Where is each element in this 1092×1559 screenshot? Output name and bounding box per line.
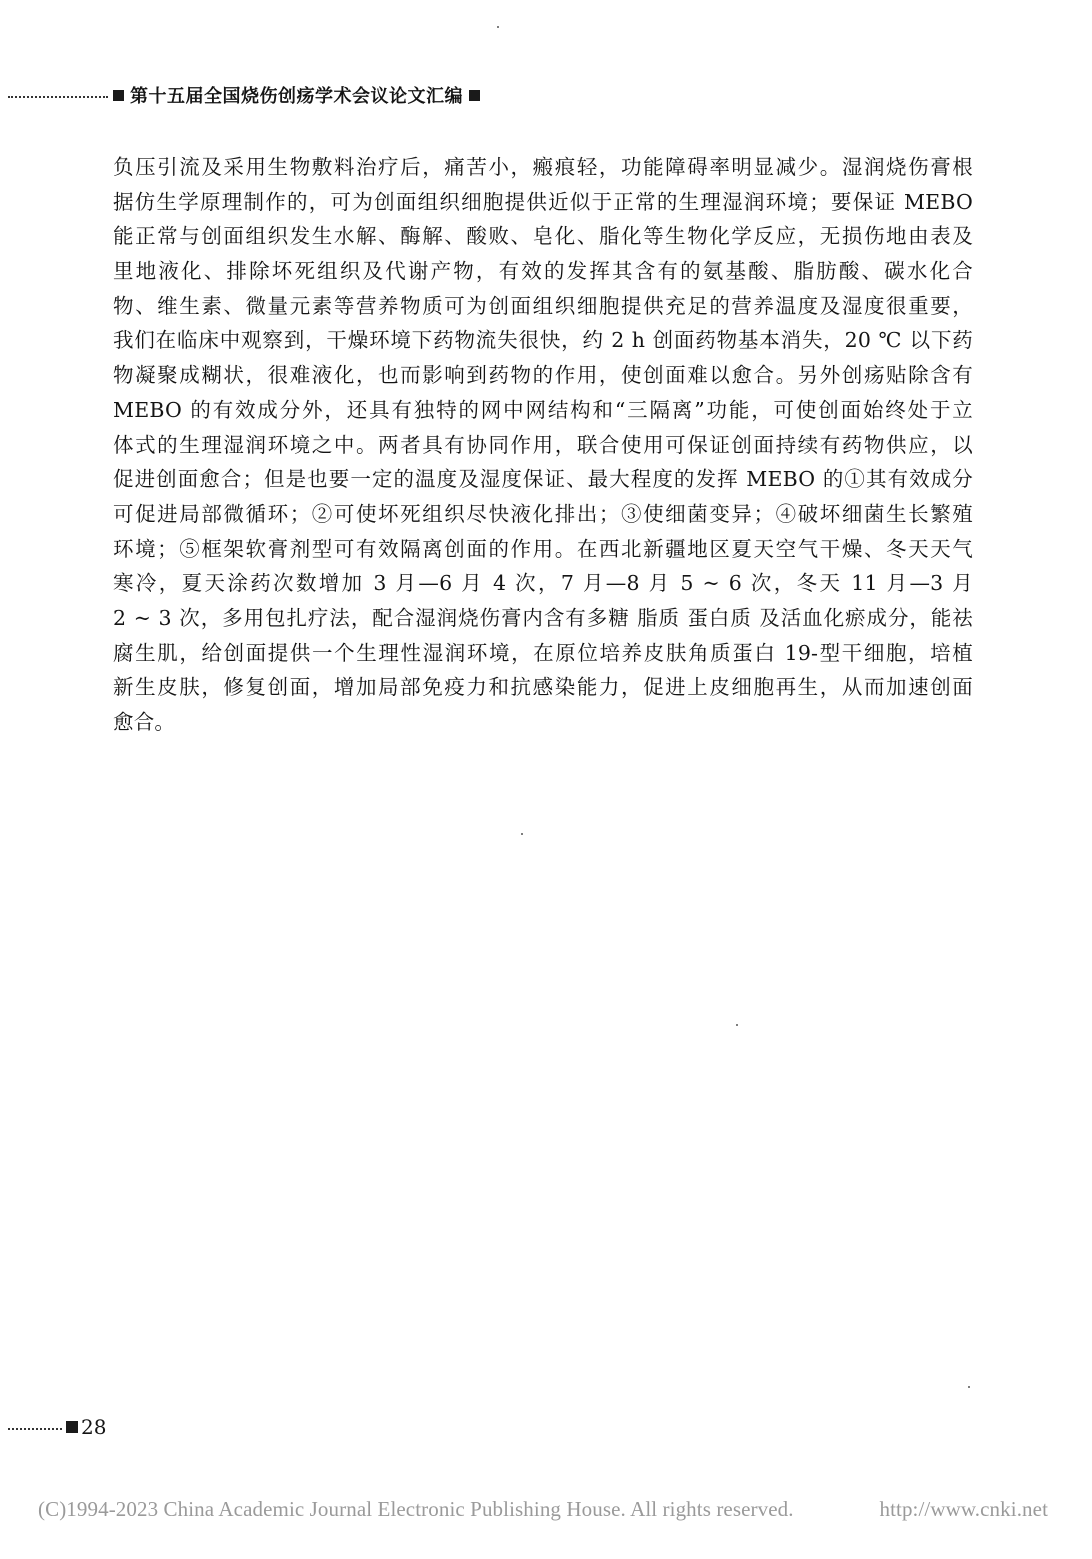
text-line: 促进创面愈合；但是也要一定的温度及湿度保证、最大程度的发挥 MEBO 的①其有效成分 xyxy=(113,467,973,492)
text-line: 愈合。 xyxy=(113,710,176,734)
scan-speck xyxy=(521,833,523,835)
text-line: 可促进局部微循环；②可使坏死组织尽快液化排出；③使细菌变异；④破坏细菌生长繁殖 xyxy=(113,501,973,526)
page-footer xyxy=(8,1414,106,1440)
text-line: 体式的生理湿润环境之中。两者具有协同作用，联合使用可保证创面持续有药物供应，以 xyxy=(113,432,973,457)
copyright-url[interactable]: http://www.cnki.net xyxy=(879,1497,1048,1521)
footer-dot-leader xyxy=(8,1428,62,1430)
text-line: 物凝聚成糊状，很难液化，也而影响到药物的作用，使创面难以愈合。另外创疡贴除含有 xyxy=(113,363,973,388)
text-line: 负压引流及采用生物敷料治疗后，痛苦小，瘢痕轻，功能障碍率明显减少。湿润烧伤膏根 xyxy=(113,155,973,179)
text-line: 腐生肌，给创面提供一个生理性湿润环境，在原位培养皮肤角质蛋白 19-型干细胞，培植 xyxy=(113,640,973,665)
text-line: 环境；⑤框架软膏剂型可有效隔离创面的作用。在西北新疆地区夏天空气干燥、冬天天气 xyxy=(113,536,973,561)
header-dot-leader xyxy=(8,96,108,98)
text-line: 2 ~ 3 次，多用包扎疗法，配合湿润烧伤膏内含有多糖 脂质 蛋白质 及活血化瘀成分，能祛 xyxy=(113,605,973,630)
scan-speck xyxy=(497,26,499,28)
text-line: 能正常与创面组织发生水解、酶解、酸败、皂化、脂化等生物化学反应，无损伤地由表及 xyxy=(113,224,973,249)
text-line: 物、维生素、微量元素等营养物质可为创面组织细胞提供充足的营养温度及湿度很重要， xyxy=(113,293,973,318)
page-number: 28 xyxy=(81,1415,107,1439)
body-paragraph xyxy=(113,150,973,740)
text-line: 我们在临床中观察到，干燥环境下药物流失很快，约 2 h 创面药物基本消失，20 ℃ 以下药 xyxy=(113,328,973,353)
scan-speck xyxy=(736,1024,738,1026)
header-square-icon xyxy=(113,90,124,101)
copyright-line xyxy=(38,1497,1048,1522)
text-line: MEBO 的有效成分外，还具有独特的网中网结构和“三隔离”功能，可使创面始终处于立 xyxy=(113,397,973,422)
text-line: 寒冷，夏天涂药次数增加 3 月—6 月 4 次，7 月—8 月 5 ~ 6 次，冬天 11 月—3 月 xyxy=(113,571,973,596)
text-line: 里地液化、排除坏死组织及代谢产物，有效的发挥其含有的氨基酸、脂肪酸、碳水化合 xyxy=(113,259,973,284)
copyright-notice: (C)1994-2023 China Academic Journal Electronic Publishing House. All rights reserved. xyxy=(38,1497,794,1521)
text-line: 据仿生学原理制作的，可为创面组织细胞提供近似于正常的生理湿润环境；要保证 MEBO xyxy=(113,189,973,214)
footer-square-icon xyxy=(66,1421,78,1433)
scan-speck xyxy=(968,1386,970,1388)
running-header xyxy=(8,82,480,108)
header-square-end-icon xyxy=(469,90,480,101)
text-line: 新生皮肤，修复创面，增加局部免疫力和抗感染能力，促进上皮细胞再生，从而加速创面 xyxy=(113,675,973,700)
header-title: 第十五届全国烧伤创疡学术会议论文汇编 xyxy=(130,86,463,107)
